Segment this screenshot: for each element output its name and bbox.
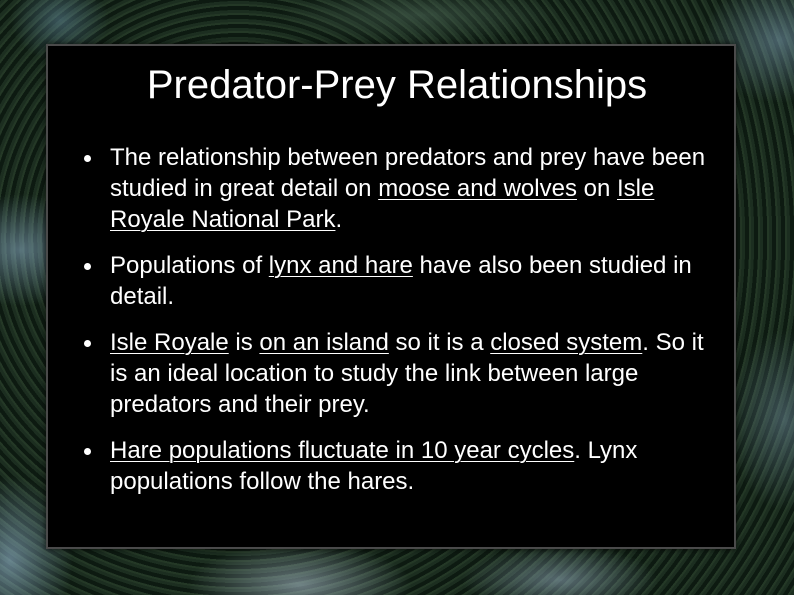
bullet-item-4	[84, 435, 724, 497]
link-moose-and-wolves[interactable]: moose and wolves	[378, 175, 577, 202]
bullet-list	[84, 142, 724, 512]
bullet-text: .	[335, 206, 343, 233]
bullet-item-3	[84, 327, 724, 420]
link-on-an-island[interactable]: on an island	[259, 329, 389, 356]
link-hare-population-cycles[interactable]: Hare populations fluctuate in 10 year cycles	[110, 437, 575, 464]
bullet-text: . So it is an ideal location to study the link between large predators and their prey.	[110, 329, 704, 418]
link-isle-royale-national-park[interactable]: Isle Royale National Park	[110, 175, 655, 233]
link-closed-system[interactable]: closed system	[490, 329, 643, 356]
bullet-text: is	[228, 329, 260, 356]
bullet-text: . Lynx populations follow the hares.	[110, 437, 638, 495]
bullet-dot-icon	[84, 448, 91, 455]
bullet-text: The relationship between predators and prey have been studied in great detail on	[110, 144, 706, 202]
bullet-text: Populations of	[110, 252, 269, 279]
bullet-item-2	[84, 250, 724, 312]
bullet-item-1	[84, 142, 724, 235]
link-isle-royale[interactable]: Isle Royale	[110, 329, 229, 356]
bullet-text: on	[576, 175, 617, 202]
bullet-dot-icon	[84, 155, 91, 162]
bullet-text: so it is a	[388, 329, 491, 356]
link-lynx-and-hare[interactable]: lynx and hare	[268, 252, 413, 279]
bullet-dot-icon	[84, 340, 91, 347]
bullet-text: have also been studied in detail.	[110, 252, 692, 310]
bullet-dot-icon	[84, 263, 91, 270]
slide-title: Predator-Prey Relationships	[146, 63, 648, 107]
